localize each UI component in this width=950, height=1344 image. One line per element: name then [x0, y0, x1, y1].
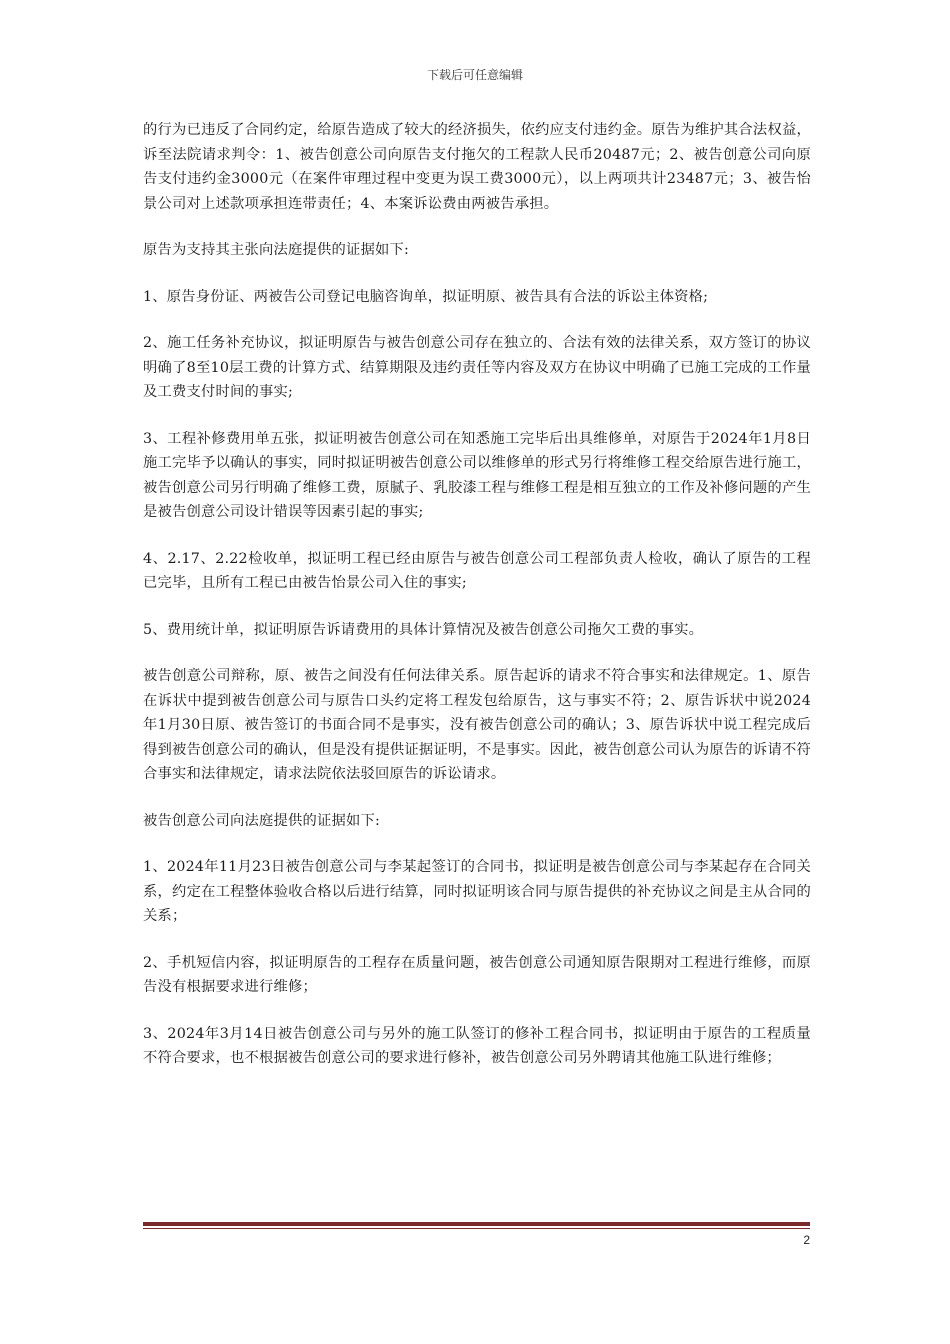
paragraph-plaintiff-evidence-2: 2、施工任务补充协议，拟证明原告与被告创意公司存在独立的、合法有效的法律关系，双方签订的协议明确了8至10层工费的计算方式、结算期限及违约责任等内容及双方在协议中明确了已施工完成的工作量及工费支付时间的事实;: [143, 335, 811, 400]
paragraph-plaintiff-evidence-3: 3、工程补修费用单五张，拟证明被告创意公司在知悉施工完毕后出具维修单，对原告于2024年1月8日施工完毕予以确认的事实，同时拟证明被告创意公司以维修单的形式另行将维修工程交给原告进行施工，被告创意公司另行明确了维修工费，原腻子、乳胶漆工程与维修工程是相互独立的工作及补修问题的产生是被告创意公司设计错误等因素引起的事实;: [143, 430, 811, 520]
paragraph-claims: 的行为已违反了合同约定，给原告造成了较大的经济损失，依约应支付违约金。原告为维护其合法权益，诉至法院请求判令：1、被告创意公司向原告支付拖欠的工程款人民币20487元；2、被告创意公司向原告支付违约金3000元（在案件审理过程中变更为误工费3000元），以上两项共计23487元；3、被告怡景公司对上述款项承担连带责任；4、本案诉讼费由两被告承担。: [143, 122, 811, 212]
page-number: 2: [803, 1233, 810, 1247]
footer-rule-thin: [143, 1228, 810, 1229]
paragraph-plaintiff-evidence-intro: 原告为支持其主张向法庭提供的证据如下:: [143, 242, 409, 258]
paragraph-defendant-defense: 被告创意公司辩称，原、被告之间没有任何法律关系。原告起诉的请求不符合事实和法律规定。1、原告在诉状中提到被告创意公司与原告口头约定将工程发包给原告，这与事实不符；2、原告诉状中说2024年1月30日原、被告签订的书面合同不是事实，没有被告创意公司的确认；3、原告诉状中说工程完成后得到被告创意公司的确认，但是没有提供证据证明，不是事实。因此，被告创意公司认为原告的诉请不符合事实和法律规定，请求法院依法驳回原告的诉讼请求。: [143, 668, 811, 782]
paragraph-defendant-evidence-3: 3、2024年3月14日被告创意公司与另外的施工队签订的修补工程合同书，拟证明由于原告的工程质量不符合要求，也不根据被告创意公司的要求进行修补，被告创意公司另外聘请其他施工队进行维修；: [143, 1025, 811, 1066]
paragraph-defendant-evidence-1: 1、2024年11月23日被告创意公司与李某起签订的合同书，拟证明是被告创意公司与李某起存在合同关系，约定在工程整体验收合格以后进行结算，同时拟证明该合同与原告提供的补充协议之间是主从合同的关系；: [143, 859, 811, 924]
paragraph-plaintiff-evidence-5: 5、费用统计单，拟证明原告诉请费用的具体计算情况及被告创意公司拖欠工费的事实。: [143, 621, 704, 638]
paragraph-defendant-evidence-2: 2、手机短信内容，拟证明原告的工程存在质量问题，被告创意公司通知原告限期对工程进行维修，而原告没有根据要求进行维修；: [143, 954, 811, 995]
paragraph-defendant-evidence-intro: 被告创意公司向法庭提供的证据如下:: [143, 812, 380, 829]
paragraph-plaintiff-evidence-1: 1、原告身份证、两被告公司登记电脑咨询单，拟证明原、被告具有合法的诉讼主体资格;: [143, 288, 709, 305]
footer-rule-thick: [143, 1222, 810, 1226]
page-header: 下载后可任意编辑: [426, 68, 523, 82]
document-body: [143, 118, 811, 1093]
paragraph-plaintiff-evidence-4: 4、2.17、2.22检收单，拟证明工程已经由原告与被告创意公司工程部负责人检收，确认了原告的工程已完毕，且所有工程已由被告怡景公司入住的事实;: [143, 550, 811, 591]
